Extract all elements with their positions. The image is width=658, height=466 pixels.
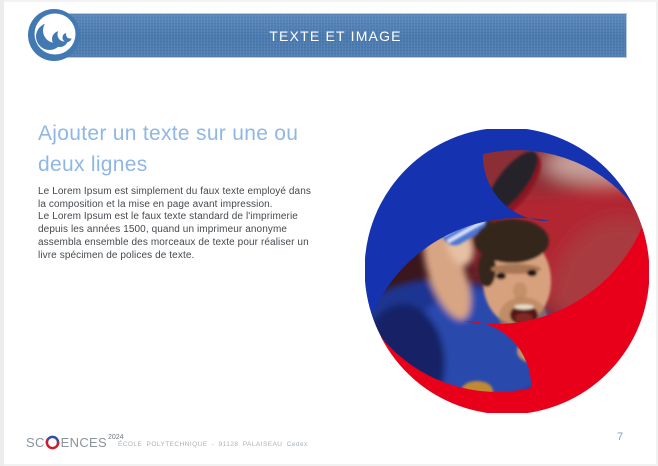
sciences-2024-logo [26, 432, 124, 452]
circular-image [365, 129, 649, 413]
footer-address: ÉCOLE POLYTECHNIQUE - 91128 PALAISEAU Cedex [118, 441, 308, 448]
heading-line-2: deux lignes [38, 153, 148, 176]
body-text [38, 186, 311, 262]
paragraph-2: Le Lorem Ipsum est le faux texte standard de l'imprimerie depuis les années 1500, quand un imprimeur anonyme assembla ensemble des morceaux de texte pour réaliser un livre spécimen de polices de texte. [38, 211, 309, 261]
sciences-swirl-icon [45, 435, 60, 450]
logo-year: 2024 [107, 433, 124, 441]
paragraph-1: Le Lorem Ipsum est simplement du faux texte employé dans la composition et la mise en page avant impression. [38, 186, 311, 210]
wave-crescents-logo-icon [28, 9, 80, 61]
logo-text-after: ENCES [60, 434, 107, 450]
slide-heading [38, 118, 298, 180]
heading-line-1: Ajouter un texte sur une ou [38, 122, 299, 145]
page-title: TEXTE ET IMAGE [269, 27, 402, 44]
logo-text-before: SC [26, 434, 45, 450]
header-bar [44, 13, 627, 58]
page-number: 7 [616, 431, 624, 443]
